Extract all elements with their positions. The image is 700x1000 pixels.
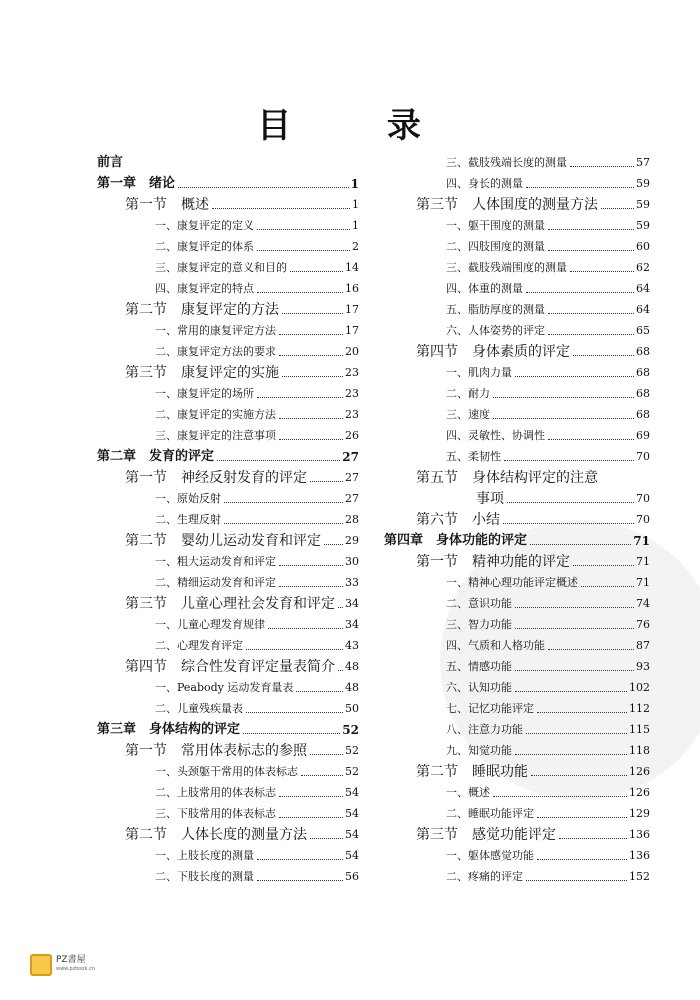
- toc-entry-title: 第二节 睡眠功能: [416, 764, 528, 780]
- toc-entry[interactable]: [97, 780, 359, 801]
- toc-entry[interactable]: [97, 234, 359, 255]
- dot-leader: [268, 628, 343, 629]
- dot-leader: [301, 775, 343, 776]
- dot-leader: [493, 418, 634, 419]
- toc-entry-page: 62: [636, 261, 650, 274]
- toc-entry-page: 27: [342, 450, 359, 464]
- toc-column-right: [384, 150, 650, 885]
- dot-leader: [246, 649, 343, 650]
- toc-entry-page: 59: [636, 198, 650, 211]
- dot-leader: [279, 355, 343, 356]
- toc-entry[interactable]: [384, 360, 650, 381]
- toc-entry-title: 一、概述: [446, 786, 490, 799]
- toc-entry[interactable]: [384, 759, 650, 780]
- dot-leader: [504, 460, 634, 461]
- toc-entry-page: 59: [636, 219, 650, 232]
- toc-entry-title: 第四章 身体功能的评定: [384, 533, 528, 548]
- toc-entry[interactable]: [384, 339, 650, 360]
- toc-entry[interactable]: [97, 549, 359, 570]
- toc-entry[interactable]: [97, 192, 359, 213]
- toc-entry-title: 二、耐力: [446, 387, 490, 400]
- dot-leader: [515, 607, 634, 608]
- toc-entry-title: 一、头颈躯干常用的体表标志: [155, 765, 298, 778]
- toc-entry[interactable]: [97, 570, 359, 591]
- dot-leader: [279, 334, 343, 335]
- dot-leader: [515, 376, 634, 377]
- toc-entry-title: 三、康复评定的注意事项: [155, 429, 276, 442]
- toc-entry-title: 四、灵敏性、协调性: [446, 429, 545, 442]
- toc-entry-page: 68: [636, 408, 650, 421]
- toc-entry[interactable]: [384, 864, 650, 885]
- toc-entry[interactable]: [384, 381, 650, 402]
- toc-entry-title: 第三节 儿童心理社会发育和评定: [125, 596, 335, 612]
- toc-entry-title: 第一章 绪论: [97, 176, 176, 191]
- dot-leader: [526, 880, 627, 881]
- toc-entry-page: 48: [345, 681, 359, 694]
- toc-entry-page: 48: [345, 660, 359, 673]
- toc-entry[interactable]: [384, 717, 650, 738]
- toc-entry-title: 五、柔韧性: [446, 450, 501, 463]
- dot-leader: [290, 271, 343, 272]
- toc-entry-title: 三、截肢残端长度的测量: [446, 156, 567, 169]
- dot-leader: [515, 754, 627, 755]
- toc-entry-page: 27: [345, 471, 359, 484]
- toc-entry-page: 56: [345, 870, 359, 883]
- dot-leader: [296, 691, 343, 692]
- dot-leader: [493, 796, 627, 797]
- toc-entry[interactable]: [97, 297, 359, 318]
- dot-leader: [243, 733, 340, 734]
- toc-entry-page: 112: [629, 702, 650, 715]
- toc-entry[interactable]: [97, 633, 359, 654]
- toc-entry-title: 一、儿童心理发育规律: [155, 618, 265, 631]
- toc-entry-title: 事项: [476, 491, 504, 507]
- dot-leader: [310, 754, 343, 755]
- toc-entry-page: 52: [345, 744, 359, 757]
- toc-entry[interactable]: [97, 402, 359, 423]
- dot-leader: [282, 313, 343, 314]
- dot-leader: [507, 502, 634, 503]
- logo-url: www.pzbook.cn: [56, 966, 95, 972]
- dot-leader: [570, 166, 634, 167]
- toc-entry[interactable]: [97, 213, 359, 234]
- toc-entry[interactable]: [97, 717, 359, 738]
- toc-entry-page: 68: [636, 387, 650, 400]
- toc-entry-title: 二、精细运动发育和评定: [155, 576, 276, 589]
- toc-entry-page: 54: [345, 786, 359, 799]
- toc-entry-title: 一、躯干围度的测量: [446, 219, 545, 232]
- dot-leader: [548, 250, 634, 251]
- toc-column-left: [97, 150, 359, 885]
- toc-entry-page: 17: [345, 324, 359, 337]
- toc-entry[interactable]: [97, 255, 359, 276]
- dot-leader: [503, 523, 634, 524]
- toc-entry-title: 六、认知功能: [446, 681, 512, 694]
- toc-entry-title: 第四节 身体素质的评定: [416, 344, 570, 360]
- dot-leader: [279, 418, 343, 419]
- toc-entry[interactable]: [384, 507, 650, 528]
- toc-entry-page: 71: [636, 576, 650, 589]
- toc-entry-page: 102: [629, 681, 650, 694]
- toc-entry-title: 三、截肢残端围度的测量: [446, 261, 567, 274]
- toc-entry[interactable]: [97, 423, 359, 444]
- dot-leader: [257, 397, 343, 398]
- toc-entry-title: 四、气质和人格功能: [446, 639, 545, 652]
- toc-entry-page: 43: [345, 639, 359, 652]
- toc-entry[interactable]: [384, 843, 650, 864]
- toc-entry[interactable]: [384, 633, 650, 654]
- toc-entry-page: 69: [636, 429, 650, 442]
- toc-entry-page: 136: [629, 828, 650, 841]
- toc-entry-title: 第六节 小结: [416, 512, 500, 528]
- toc-entry[interactable]: [384, 801, 650, 822]
- toc-entry[interactable]: [97, 591, 359, 612]
- toc-entry-page: 54: [345, 849, 359, 862]
- toc-entry[interactable]: [97, 339, 359, 360]
- toc-entry-title: 三、智力功能: [446, 618, 512, 631]
- toc-entry-title: 三、速度: [446, 408, 490, 421]
- toc-entry-title: 第三节 感觉功能评定: [416, 827, 556, 843]
- toc-entry[interactable]: [384, 255, 650, 276]
- toc-entry[interactable]: [97, 444, 359, 465]
- toc-entry-title: 第二节 康复评定的方法: [125, 302, 279, 318]
- toc-entry-title: 第一节 概述: [125, 197, 209, 213]
- dot-leader: [338, 607, 343, 608]
- toc-entry-page: 27: [345, 492, 359, 505]
- dot-leader: [338, 670, 343, 671]
- toc-entry-title: 二、下肢长度的测量: [155, 870, 254, 883]
- toc-entry-page: 152: [629, 870, 650, 883]
- toc-entry-page: 20: [345, 345, 359, 358]
- toc-entry[interactable]: [384, 738, 650, 759]
- toc-entry-title: 一、肌肉力量: [446, 366, 512, 379]
- toc-entry-title: 前言: [97, 155, 124, 170]
- toc-entry-title: 一、原始反射: [155, 492, 221, 505]
- toc-entry[interactable]: [384, 654, 650, 675]
- toc-entry-page: 70: [636, 492, 650, 505]
- toc-entry-page: 68: [636, 366, 650, 379]
- toc-entry-page: 34: [345, 597, 359, 610]
- toc-entry-page: 76: [636, 618, 650, 631]
- toc-entry[interactable]: [384, 444, 650, 465]
- toc-entry-page: 129: [629, 807, 650, 820]
- toc-entry-page: 87: [636, 639, 650, 652]
- toc-entry-page: 2: [352, 240, 359, 253]
- toc-entry-title: 二、心理发育评定: [155, 639, 243, 652]
- toc-entry[interactable]: [384, 234, 650, 255]
- toc-entry-title: 八、注意力功能: [446, 723, 523, 736]
- toc-entry-title: 四、体重的测量: [446, 282, 523, 295]
- toc-entry[interactable]: [384, 276, 650, 297]
- toc-entry-page: 118: [629, 744, 650, 757]
- toc-entry-page: 16: [345, 282, 359, 295]
- toc-entry-title: 第一节 神经反射发育的评定: [125, 470, 307, 486]
- toc-entry[interactable]: [97, 612, 359, 633]
- toc-entry[interactable]: [384, 528, 650, 549]
- dot-leader: [279, 565, 343, 566]
- toc-entry-page: 52: [342, 723, 359, 737]
- toc-entry-page: 28: [345, 513, 359, 526]
- toc-entry-page: 1: [352, 198, 359, 211]
- toc-entry-page: 71: [633, 534, 650, 548]
- toc-entry-page: 50: [345, 702, 359, 715]
- toc-entry-page: 29: [345, 534, 359, 547]
- toc-entry-title: 第四节 综合性发育评定量表简介: [125, 659, 335, 675]
- toc-entry-title: 第五节 身体结构评定的注意: [416, 470, 598, 486]
- toc-entry[interactable]: [97, 864, 359, 885]
- toc-entry[interactable]: [97, 528, 359, 549]
- dot-leader: [548, 229, 634, 230]
- book-logo-icon: [30, 954, 52, 976]
- toc-entry-page: 115: [629, 723, 650, 736]
- dot-leader: [246, 712, 343, 713]
- toc-entry[interactable]: [97, 486, 359, 507]
- toc-entry[interactable]: [384, 150, 650, 171]
- dot-leader: [531, 775, 627, 776]
- toc-entry-title: 二、睡眠功能评定: [446, 807, 534, 820]
- dot-leader: [530, 544, 631, 545]
- toc-entry-title: 四、身长的测量: [446, 177, 523, 190]
- toc-entry[interactable]: [384, 213, 650, 234]
- toc-entry-title: 第一节 精神功能的评定: [416, 554, 570, 570]
- toc-entry[interactable]: [384, 822, 650, 843]
- toc-entry-page: 1: [350, 177, 359, 191]
- toc-entry[interactable]: [97, 171, 359, 192]
- page-title: 目 录: [257, 106, 463, 146]
- toc-entry-title: 五、脂肪厚度的测量: [446, 303, 545, 316]
- toc-entry[interactable]: [384, 318, 650, 339]
- toc-entry-page: 74: [636, 597, 650, 610]
- toc-entry[interactable]: [384, 192, 650, 213]
- toc-entry[interactable]: [384, 612, 650, 633]
- toc-entry-page: 136: [629, 849, 650, 862]
- toc-entry-title: 第二节 婴幼儿运动发育和评定: [125, 533, 321, 549]
- toc-entry-page: 70: [636, 450, 650, 463]
- toc-entry-title: 二、康复评定方法的要求: [155, 345, 276, 358]
- toc-entry-title: 四、康复评定的特点: [155, 282, 254, 295]
- dot-leader: [515, 691, 627, 692]
- toc-entry[interactable]: [384, 465, 650, 486]
- toc-entry[interactable]: [384, 171, 650, 192]
- toc-entry-page: 26: [345, 429, 359, 442]
- toc-entry-page: 59: [636, 177, 650, 190]
- dot-leader: [310, 481, 343, 482]
- toc-entry[interactable]: [97, 381, 359, 402]
- toc-entry[interactable]: [384, 486, 650, 507]
- dot-leader: [324, 544, 343, 545]
- toc-entry-title: 一、康复评定的定义: [155, 219, 254, 232]
- toc-entry-title: 二、上肢常用的体表标志: [155, 786, 276, 799]
- toc-entry-title: 一、Peabody 运动发育量表: [155, 681, 294, 694]
- dot-leader: [178, 187, 349, 188]
- toc-entry-title: 一、精神心理功能评定概述: [446, 576, 578, 589]
- toc-entry-page: 71: [636, 555, 650, 568]
- toc-entry-title: 第一节 常用体表标志的参照: [125, 743, 307, 759]
- toc-entry-page: 14: [345, 261, 359, 274]
- toc-entry-title: 七、记忆功能评定: [446, 702, 534, 715]
- dot-leader: [526, 292, 634, 293]
- toc-entry-page: 65: [636, 324, 650, 337]
- toc-entry[interactable]: [384, 570, 650, 591]
- dot-leader: [217, 460, 340, 461]
- toc-entry-title: 第三章 身体结构的评定: [97, 722, 241, 737]
- dot-leader: [212, 208, 350, 209]
- dot-leader: [224, 502, 343, 503]
- toc-entry-page: 52: [345, 765, 359, 778]
- toc-entry-title: 一、常用的康复评定方法: [155, 324, 276, 337]
- toc-entry[interactable]: [97, 150, 359, 171]
- toc-entry-title: 二、康复评定的实施方法: [155, 408, 276, 421]
- toc-entry[interactable]: [97, 360, 359, 381]
- toc-entry[interactable]: [97, 465, 359, 486]
- toc-entry[interactable]: [384, 591, 650, 612]
- publisher-logo: [30, 954, 95, 976]
- dot-leader: [601, 208, 634, 209]
- toc-entry-page: 54: [345, 828, 359, 841]
- dot-leader: [279, 796, 343, 797]
- toc-entry[interactable]: [97, 654, 359, 675]
- dot-leader: [279, 817, 343, 818]
- toc-entry-title: 一、躯体感觉功能: [446, 849, 534, 862]
- toc-entry-page: 126: [629, 765, 650, 778]
- toc-entry-title: 第二章 发育的评定: [97, 449, 215, 464]
- dot-leader: [515, 670, 634, 671]
- toc-entry[interactable]: [97, 696, 359, 717]
- toc-entry[interactable]: [384, 696, 650, 717]
- toc-entry[interactable]: [97, 276, 359, 297]
- toc-entry-title: 第三节 人体围度的测量方法: [416, 197, 598, 213]
- toc-entry-page: 23: [345, 387, 359, 400]
- dot-leader: [573, 565, 634, 566]
- dot-leader: [526, 733, 627, 734]
- dot-leader: [526, 187, 634, 188]
- toc-entry-page: 57: [636, 156, 650, 169]
- toc-entry[interactable]: [384, 549, 650, 570]
- toc-entry-page: 93: [636, 660, 650, 673]
- toc-entry-page: 23: [345, 366, 359, 379]
- toc-entry[interactable]: [384, 423, 650, 444]
- dot-leader: [515, 628, 634, 629]
- dot-leader: [257, 292, 343, 293]
- toc-entry-title: 二、意识功能: [446, 597, 512, 610]
- toc-entry-title: 第二节 人体长度的测量方法: [125, 827, 307, 843]
- dot-leader: [257, 859, 343, 860]
- toc-entry-title: 二、四肢围度的测量: [446, 240, 545, 253]
- toc-entry[interactable]: [384, 780, 650, 801]
- toc-entry-title: 二、疼痛的评定: [446, 870, 523, 883]
- toc-entry-title: 六、人体姿势的评定: [446, 324, 545, 337]
- dot-leader: [581, 586, 634, 587]
- toc-entry[interactable]: [97, 318, 359, 339]
- toc-entry-page: 64: [636, 282, 650, 295]
- toc-entry-page: 60: [636, 240, 650, 253]
- toc-entry[interactable]: [97, 738, 359, 759]
- toc-entry[interactable]: [97, 507, 359, 528]
- toc-entry-title: 二、康复评定的体系: [155, 240, 254, 253]
- toc-entry[interactable]: [384, 402, 650, 423]
- toc-entry[interactable]: [97, 843, 359, 864]
- toc-entry-title: 第三节 康复评定的实施: [125, 365, 279, 381]
- toc-entry-title: 五、情感功能: [446, 660, 512, 673]
- toc-entry[interactable]: [97, 675, 359, 696]
- dot-leader: [537, 817, 627, 818]
- toc-entry[interactable]: [97, 822, 359, 843]
- dot-leader: [257, 880, 343, 881]
- toc-entry[interactable]: [97, 759, 359, 780]
- toc-entry-title: 一、上肢长度的测量: [155, 849, 254, 862]
- dot-leader: [573, 355, 634, 356]
- toc-entry-page: 1: [352, 219, 359, 232]
- toc-entry-page: 126: [629, 786, 650, 799]
- toc-entry-title: 二、儿童残疾量表: [155, 702, 243, 715]
- dot-leader: [282, 376, 343, 377]
- dot-leader: [310, 838, 343, 839]
- logo-name: PZ書屋: [56, 955, 86, 965]
- dot-leader: [257, 229, 350, 230]
- dot-leader: [537, 859, 627, 860]
- dot-leader: [559, 838, 627, 839]
- dot-leader: [279, 439, 343, 440]
- toc-entry[interactable]: [97, 801, 359, 822]
- toc-entry-title: 三、康复评定的意义和目的: [155, 261, 287, 274]
- toc-entry[interactable]: [384, 675, 650, 696]
- toc-entry-title: 二、生理反射: [155, 513, 221, 526]
- toc-entry-page: 33: [345, 576, 359, 589]
- toc-entry-title: 一、康复评定的场所: [155, 387, 254, 400]
- toc-entry-title: 九、知觉功能: [446, 744, 512, 757]
- dot-leader: [548, 439, 634, 440]
- toc-entry-title: 一、粗大运动发育和评定: [155, 555, 276, 568]
- toc-entry-page: 17: [345, 303, 359, 316]
- toc-entry-page: 70: [636, 513, 650, 526]
- toc-entry-title: 三、下肢常用的体表标志: [155, 807, 276, 820]
- dot-leader: [493, 397, 634, 398]
- toc-entry[interactable]: [384, 297, 650, 318]
- toc-entry-page: 64: [636, 303, 650, 316]
- dot-leader: [537, 712, 627, 713]
- toc-entry-page: 23: [345, 408, 359, 421]
- toc-entry-page: 30: [345, 555, 359, 568]
- dot-leader: [548, 649, 634, 650]
- dot-leader: [548, 334, 634, 335]
- dot-leader: [548, 313, 634, 314]
- toc-entry-page: 34: [345, 618, 359, 631]
- dot-leader: [570, 271, 634, 272]
- dot-leader: [279, 586, 343, 587]
- toc-entry-page: 54: [345, 807, 359, 820]
- toc-entry-page: 68: [636, 345, 650, 358]
- dot-leader: [257, 250, 350, 251]
- dot-leader: [224, 523, 343, 524]
